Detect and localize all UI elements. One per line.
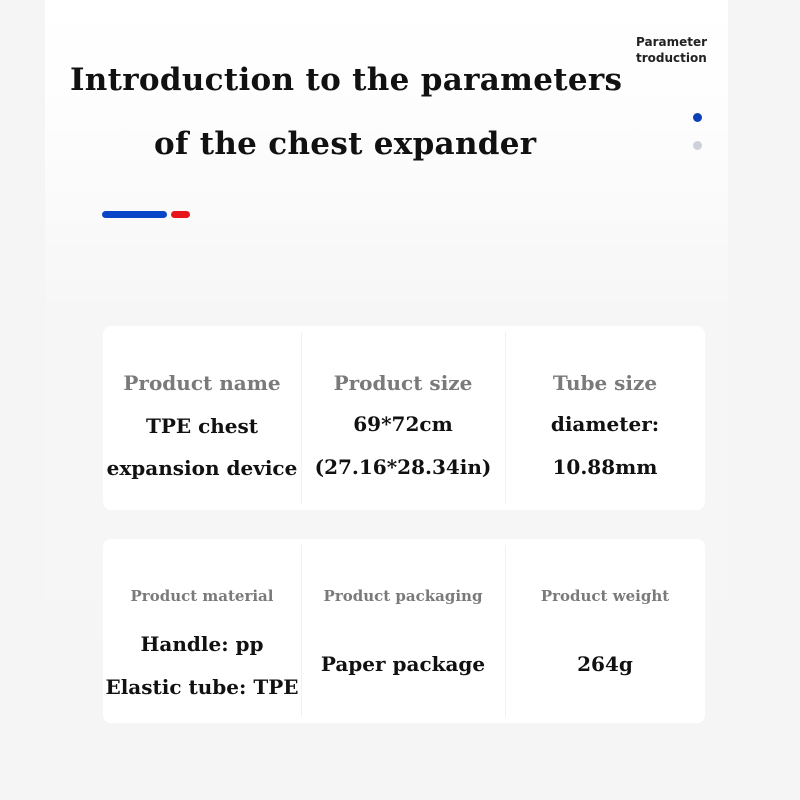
spec-value: 10.88mm (552, 455, 658, 479)
spec-cell-product-size (301, 326, 505, 510)
section-label-line1: Parameter (636, 35, 708, 49)
spec-card-row2 (103, 539, 705, 723)
section-label (636, 34, 707, 66)
spec-value: Paper package (320, 652, 486, 676)
accent-bar-red (171, 211, 190, 218)
spec-label: Product packaging (323, 587, 483, 605)
spec-cell-tube-size (505, 326, 705, 510)
spec-value: TPE chest (145, 414, 259, 438)
spec-value: 69*72cm (353, 412, 453, 436)
spec-label: Product name (123, 371, 281, 395)
spec-cell-product-packaging (301, 539, 505, 723)
spec-cell-product-weight (505, 539, 705, 723)
spec-label: Product weight (540, 587, 670, 605)
pager-dot-inactive[interactable] (693, 141, 702, 150)
spec-cell-product-material (103, 539, 301, 723)
spec-value: 264g (577, 652, 633, 676)
page-title-line2: of the chest expander (154, 126, 537, 162)
spec-label: Product size (333, 371, 473, 395)
spec-cell-product-name (103, 326, 301, 510)
accent-bar-blue (102, 211, 167, 218)
spec-value: diameter: (550, 412, 660, 436)
spec-card-row1 (103, 326, 705, 510)
spec-value: expansion device (106, 456, 298, 480)
spec-value: Elastic tube: TPE (105, 675, 299, 699)
spec-label: Product material (130, 587, 274, 605)
spec-label: Tube size (552, 371, 658, 395)
spec-value: (27.16*28.34in) (314, 455, 492, 479)
spec-value: Handle: pp (140, 632, 264, 656)
page-title-line1: Introduction to the parameters (70, 62, 623, 98)
section-label-line2: troduction (636, 51, 707, 65)
pager-dot-active[interactable] (693, 113, 702, 122)
